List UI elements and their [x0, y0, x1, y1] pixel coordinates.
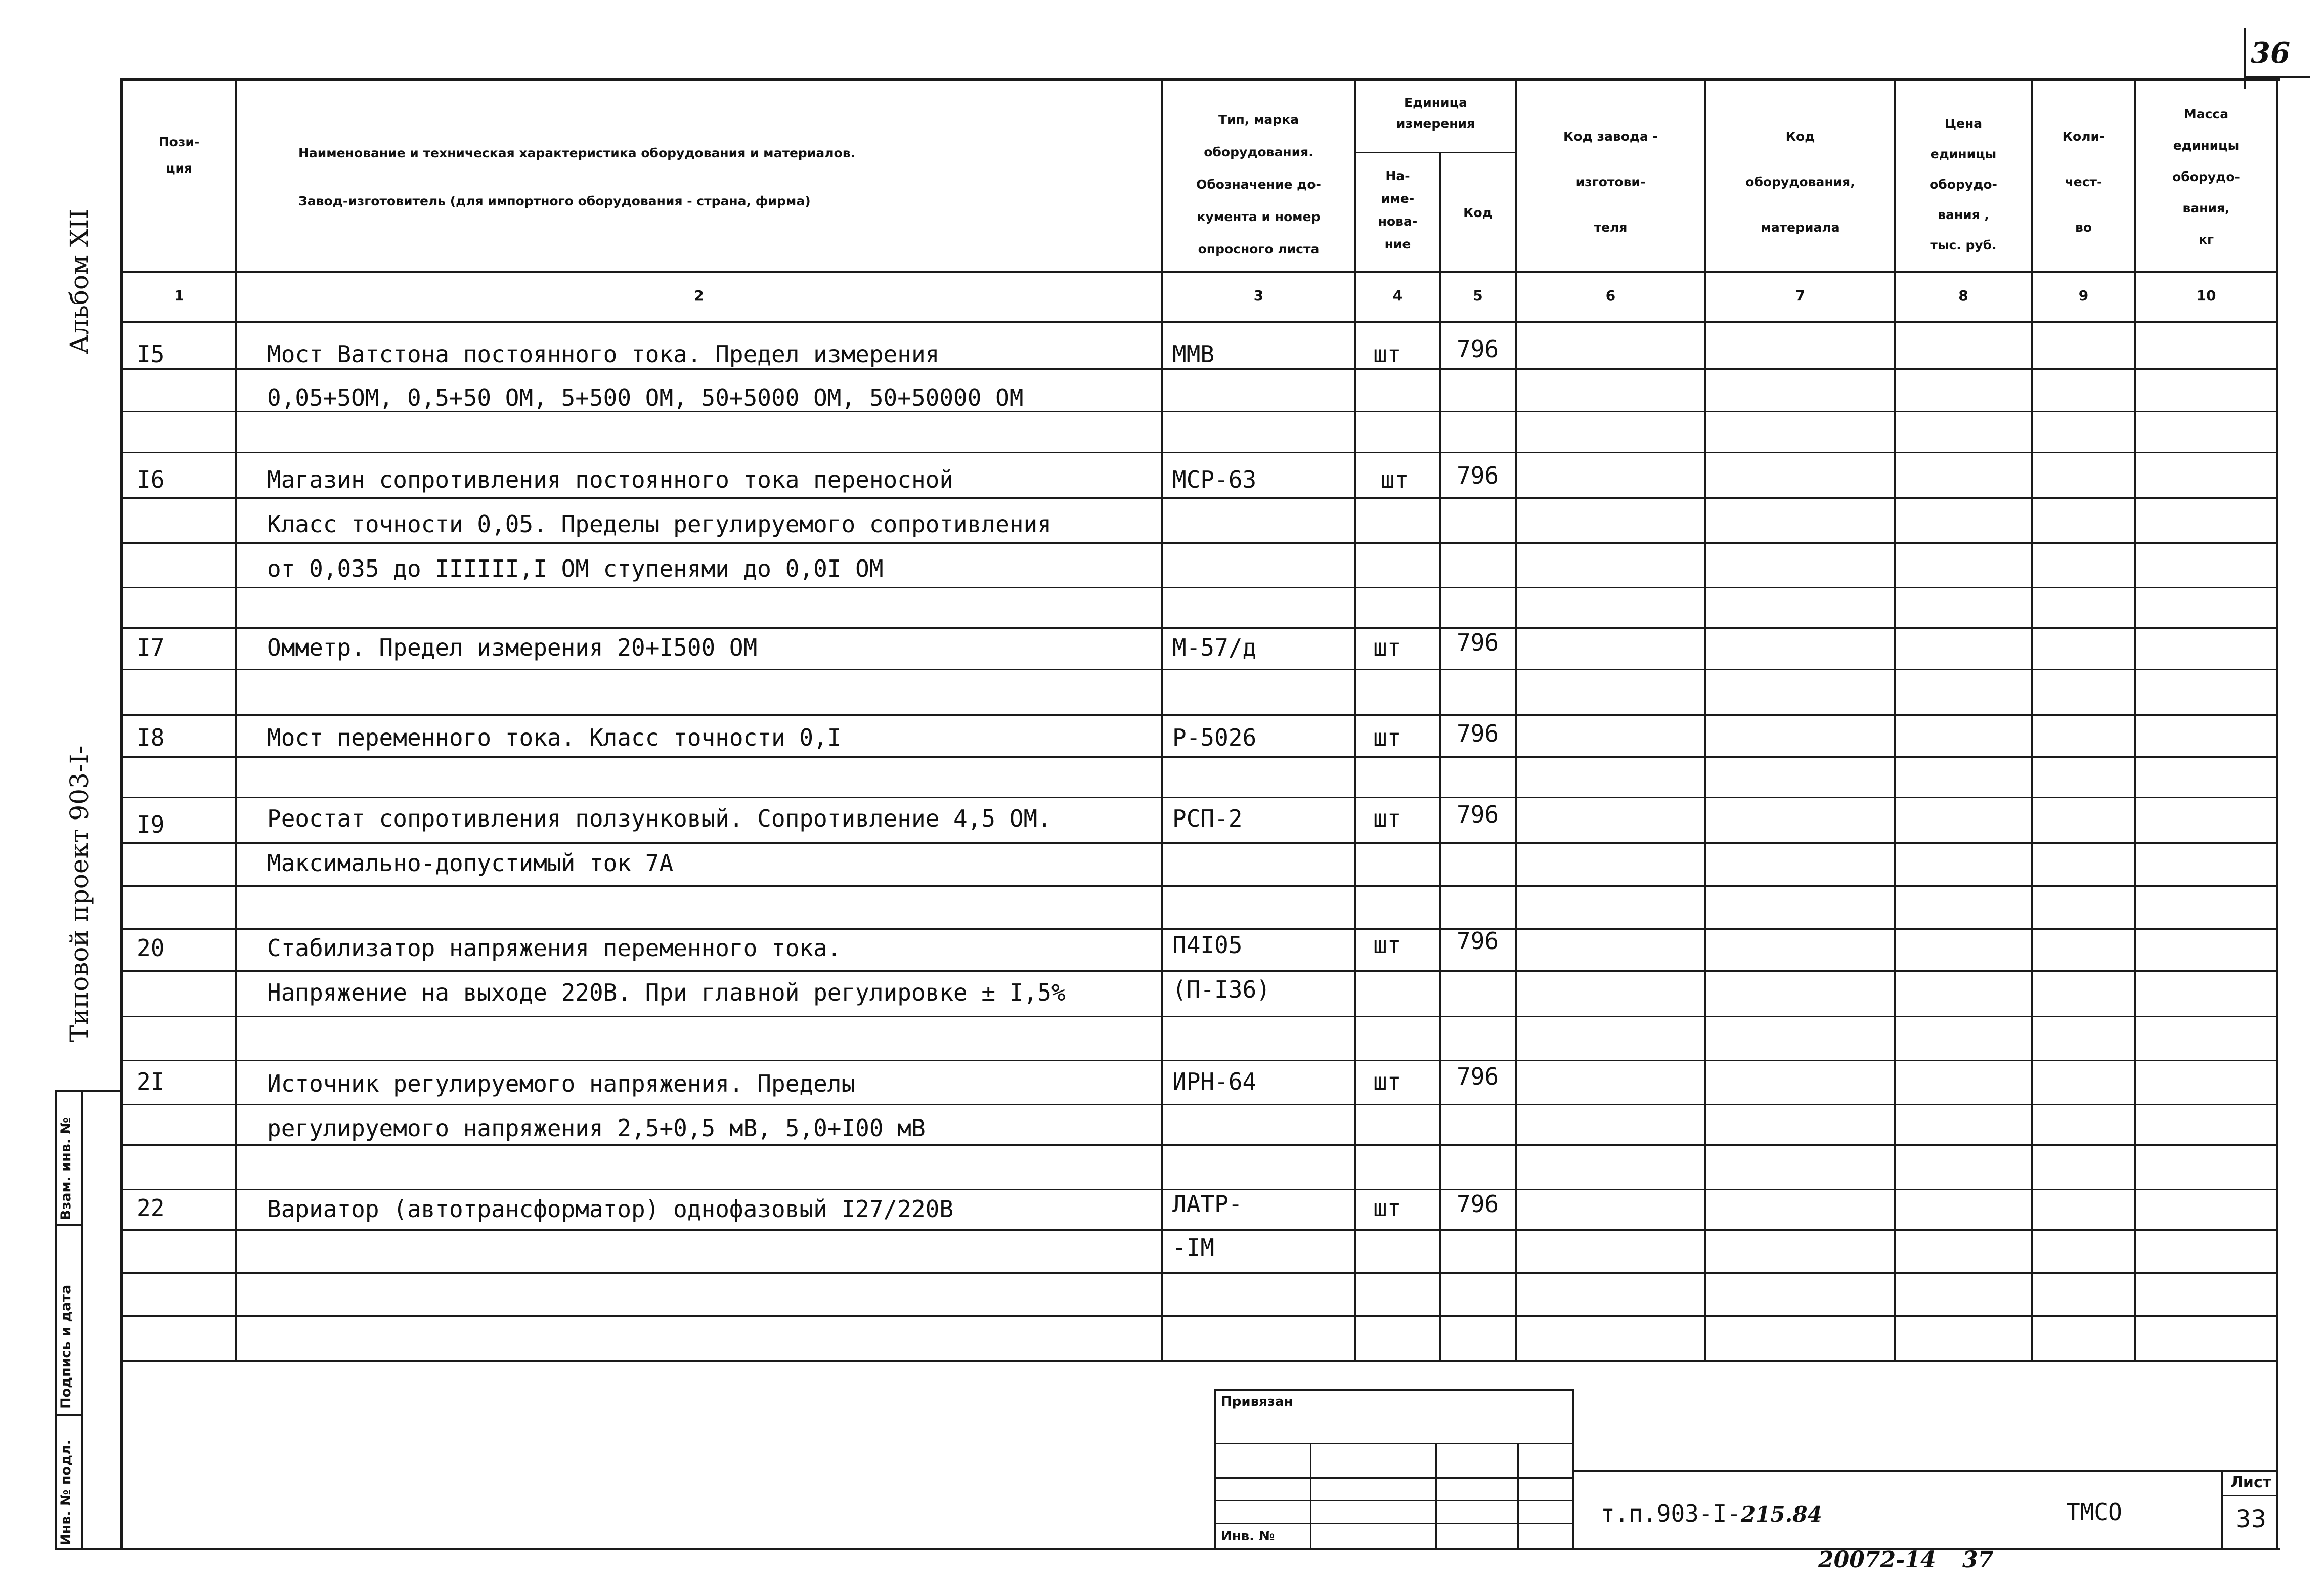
header-unit-group: Единица измерения	[1396, 95, 1475, 131]
section-code: ТМСО	[2066, 1498, 2122, 1526]
header-price: Цена единицы оборудо- вания , тыс. руб.	[1930, 116, 1997, 252]
row-unit: шт	[1381, 466, 1409, 493]
album-label: Альбом XII	[65, 209, 94, 354]
sheet-top-number: 36	[2251, 36, 2290, 70]
row-position: 22	[137, 1194, 165, 1222]
row-unit: шт	[1373, 931, 1401, 959]
header-quantity: Коли- чест- во	[2062, 129, 2105, 235]
row-description-line: регулируемого напряжения 2,5+0,5 мВ, 5,0+I00 мВ	[267, 1114, 926, 1142]
inv-number-label: Инв. №	[1221, 1529, 1275, 1544]
row-position: 2I	[137, 1068, 165, 1095]
sheet-number: 33	[2235, 1505, 2267, 1533]
bound-label: Привязан	[1221, 1394, 1293, 1409]
row-unit: шт	[1373, 1194, 1401, 1222]
row-description-line: Источник регулируемого напряжения. Пределы	[267, 1070, 856, 1097]
row-type: МСР-63	[1172, 466, 1257, 493]
header-position: Пози- ция	[158, 135, 200, 176]
colnum-4: 4	[1392, 287, 1403, 304]
row-description-line: 0,05+5ОМ, 0,5+50 ОМ, 5+500 ОМ, 50+5000 ОМ, 50+50000 ОМ	[267, 384, 1024, 411]
colnum-7: 7	[1795, 287, 1806, 304]
row-unit-code: 796	[1457, 335, 1499, 363]
row-unit-code: 796	[1457, 1063, 1499, 1090]
row-description-line: от 0,035 до IIIIII,I ОМ ступенями до 0,0I ОМ	[267, 555, 884, 582]
row-type: (П-I36)	[1172, 976, 1270, 1003]
header-maker-code: Код завода - изготови- теля	[1563, 129, 1658, 235]
row-unit: шт	[1373, 1068, 1401, 1095]
row-unit-code: 796	[1457, 629, 1499, 656]
row-type: ММВ	[1172, 340, 1215, 368]
colnum-3: 3	[1253, 287, 1264, 304]
colnum-6: 6	[1605, 287, 1616, 304]
row-unit: шт	[1373, 724, 1401, 751]
row-description-line: Мост Ватстона постоянного тока. Предел измерения	[267, 340, 940, 368]
sheet-label: Лист	[2230, 1474, 2272, 1491]
colnum-1: 1	[174, 287, 184, 304]
inv-original-label: Инв. № подл.	[58, 1440, 74, 1545]
signature-date-label: Подпись и дата	[58, 1284, 74, 1409]
row-unit-code: 796	[1457, 720, 1499, 747]
row-position: I6	[137, 466, 165, 493]
row-description-line: Стабилизатор напряжения переменного тока.	[267, 934, 842, 962]
row-unit-code: 796	[1457, 927, 1499, 955]
row-type: М-57/д	[1172, 634, 1257, 661]
project-label: Типовой проект 903-I-	[65, 745, 94, 1042]
row-position: I7	[137, 634, 165, 661]
row-description-line: Вариатор (автотрансформатор) однофазовый I27/220В	[267, 1195, 954, 1223]
row-description-line: Магазин сопротивления постоянного тока переносной	[267, 466, 954, 493]
row-unit: шт	[1373, 340, 1401, 368]
row-type: Р-5026	[1172, 724, 1257, 751]
inv-replace-label: Взам. инв. №	[58, 1117, 74, 1220]
row-description-line: Максимально-допустимый ток 7А	[267, 849, 674, 877]
row-type: РСП-2	[1172, 805, 1243, 832]
row-description-line: Реостат сопротивления ползунковый. Сопротивление 4,5 ОМ.	[267, 805, 1051, 832]
row-description-line: Класс точности 0,05. Пределы регулируемого сопротивления	[267, 510, 1051, 538]
header-name: Наименование и техническая характеристика оборудования и материалов. Завод-изготовитель (для импортного оборудования - страна, фирма)	[298, 146, 856, 208]
row-type: ЛАТР-	[1172, 1190, 1243, 1218]
row-position: I9	[137, 811, 165, 838]
row-position: I8	[137, 724, 165, 751]
header-unit-name: На- име- нова- ние	[1378, 168, 1418, 251]
row-unit-code: 796	[1457, 462, 1499, 489]
row-unit: шт	[1373, 634, 1401, 661]
colnum-8: 8	[1958, 287, 1968, 304]
row-unit: шт	[1373, 805, 1401, 832]
row-unit-code: 796	[1457, 801, 1499, 828]
header-unit-code: Код	[1463, 205, 1493, 220]
header-equipment-code: Код оборудования, материала	[1745, 129, 1855, 235]
colnum-10: 10	[2196, 287, 2216, 304]
row-type: -IМ	[1172, 1234, 1215, 1261]
row-description-line: Напряжение на выходе 220В. При главной регулировке ± I,5%	[267, 979, 1066, 1006]
row-description-line: Омметр. Предел измерения 20+I500 ОМ	[267, 634, 758, 661]
header-type: Тип, марка оборудования. Обозначение до- кумента и номер опросного листа	[1196, 112, 1321, 256]
row-type: ИРН-64	[1172, 1068, 1257, 1095]
row-unit-code: 796	[1457, 1190, 1499, 1218]
document-code: т.п.903-I-215.84	[1601, 1500, 1822, 1527]
page-number: 37	[1962, 1547, 1994, 1573]
colnum-2: 2	[694, 287, 704, 304]
colnum-9: 9	[2078, 287, 2089, 304]
colnum-5: 5	[1473, 287, 1483, 304]
row-position: I5	[137, 340, 165, 368]
order-number: 20072-14	[1818, 1547, 1936, 1573]
row-position: 20	[137, 934, 165, 962]
header-mass: Масса единицы оборудо- вания, кг	[2172, 107, 2240, 247]
row-description-line: Мост переменного тока. Класс точности 0,I	[267, 724, 842, 751]
row-type: П4I05	[1172, 931, 1243, 959]
